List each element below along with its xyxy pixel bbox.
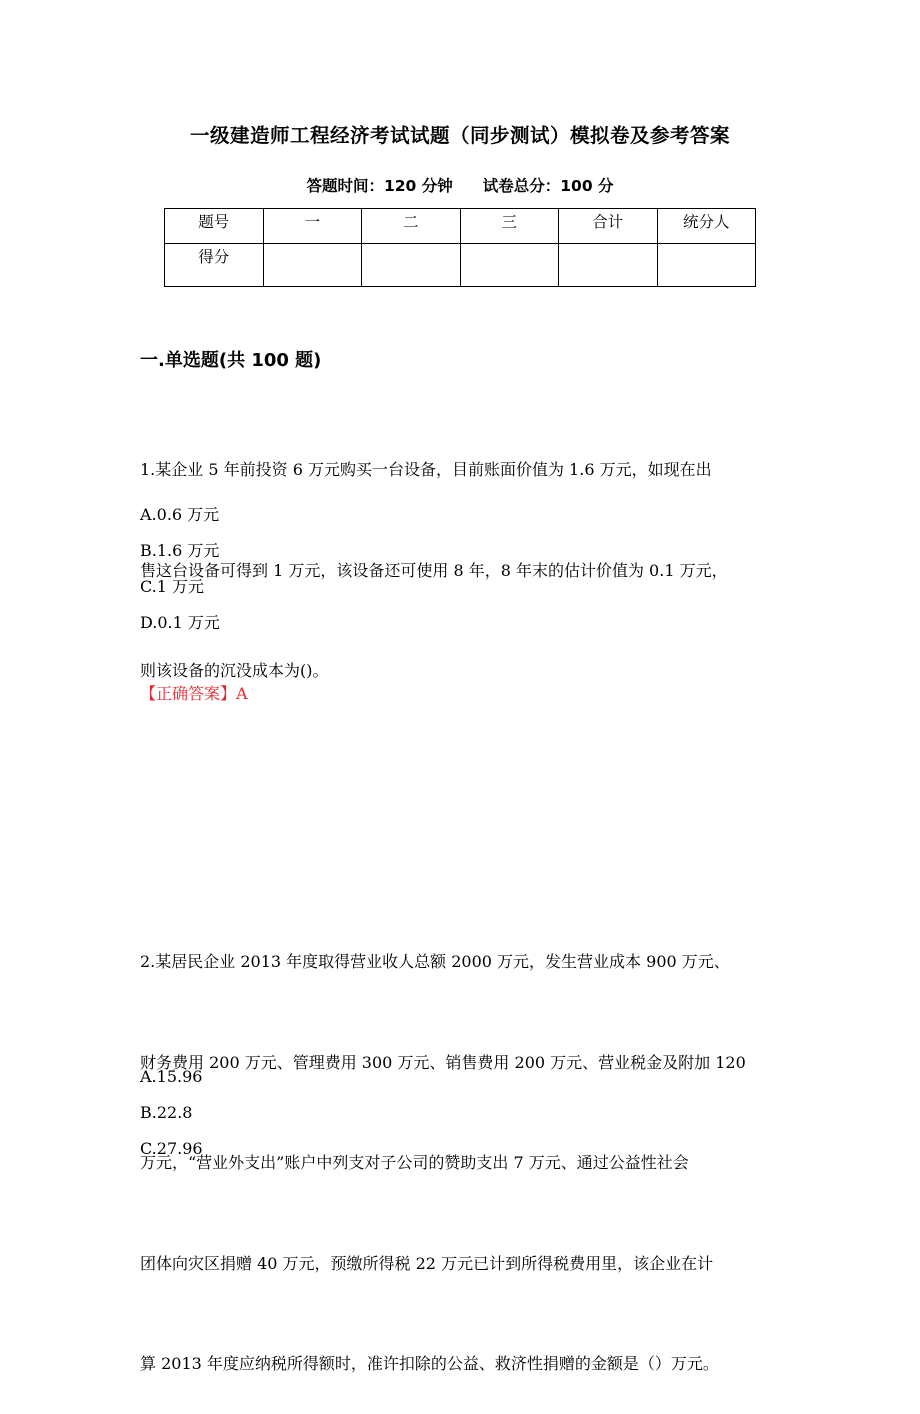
answer-value: A xyxy=(236,684,248,703)
section-heading: 一.单选题(共 100 题) xyxy=(140,350,322,371)
score-table-header-cell: 统分人 xyxy=(657,209,756,244)
question-1-option-d: D.0.1 万元 xyxy=(140,613,220,632)
question-1-option-c: C.1 万元 xyxy=(140,577,205,596)
score-cell xyxy=(559,244,658,287)
question-2-option-a: A.15.96 xyxy=(140,1067,203,1086)
question-1-option-b: B.1.6 万元 xyxy=(140,541,220,560)
question-1-stem xyxy=(140,386,790,721)
score-cell xyxy=(657,244,756,287)
exam-time: 答题时间：120 分钟 xyxy=(306,177,453,195)
score-row-label: 得分 xyxy=(165,244,264,287)
question-stem-line: 则该设备的沉没成本为()。 xyxy=(140,661,329,680)
score-cell xyxy=(263,244,362,287)
score-table-header-cell: 二 xyxy=(362,209,461,244)
score-table-header-row xyxy=(165,209,756,244)
score-table-score-row xyxy=(165,244,756,287)
score-table-header-cell: 合计 xyxy=(559,209,658,244)
exam-total-score: 试卷总分：100 分 xyxy=(482,177,614,195)
question-1-answer xyxy=(140,681,248,704)
question-stem-line: 算 2013 年度应纳税所得额时，准许扣除的公益、救济性捐赠的金额是（）万元。 xyxy=(140,1354,719,1373)
score-table xyxy=(164,208,756,287)
question-2-option-c: C.27.96 xyxy=(140,1139,203,1158)
question-stem-line: 财务费用 200 万元、管理费用 300 万元、销售费用 200 万元、营业税金及附加 120 xyxy=(140,1052,746,1072)
question-2-stem xyxy=(140,878,790,1414)
answer-label: 【正确答案】 xyxy=(140,684,237,703)
score-cell xyxy=(362,244,461,287)
question-stem-line: 售这台设备可得到 1 万元，该设备还可使用 8 年，8 年末的估计价值为 0.1 万元， xyxy=(140,560,728,580)
score-table-header-cell: 题号 xyxy=(165,209,264,244)
exam-meta xyxy=(0,174,920,196)
question-2-option-b: B.22.8 xyxy=(140,1103,193,1122)
score-table-header-cell: 三 xyxy=(460,209,559,244)
question-stem-line: 团体向灾区捐赠 40 万元，预缴所得税 22 万元已计到所得税费用里，该企业在计 xyxy=(140,1253,714,1273)
page-title: 一级建造师工程经济考试试题（同步测试）模拟卷及参考答案 xyxy=(189,124,730,147)
score-table-header-cell: 一 xyxy=(263,209,362,244)
question-stem-line: 万元，“营业外支出”账户中列支对子公司的赞助支出 7 万元、通过公益性社会 xyxy=(140,1153,689,1172)
score-cell xyxy=(460,244,559,287)
question-stem-line: 2.某居民企业 2013 年度取得营业收人总额 2000 万元，发生营业成本 900 万元、 xyxy=(140,952,730,971)
question-stem-line: 1.某企业 5 年前投资 6 万元购买一台设备，目前账面价值为 1.6 万元，如现在出 xyxy=(140,460,712,479)
question-1-option-a: A.0.6 万元 xyxy=(140,505,220,524)
